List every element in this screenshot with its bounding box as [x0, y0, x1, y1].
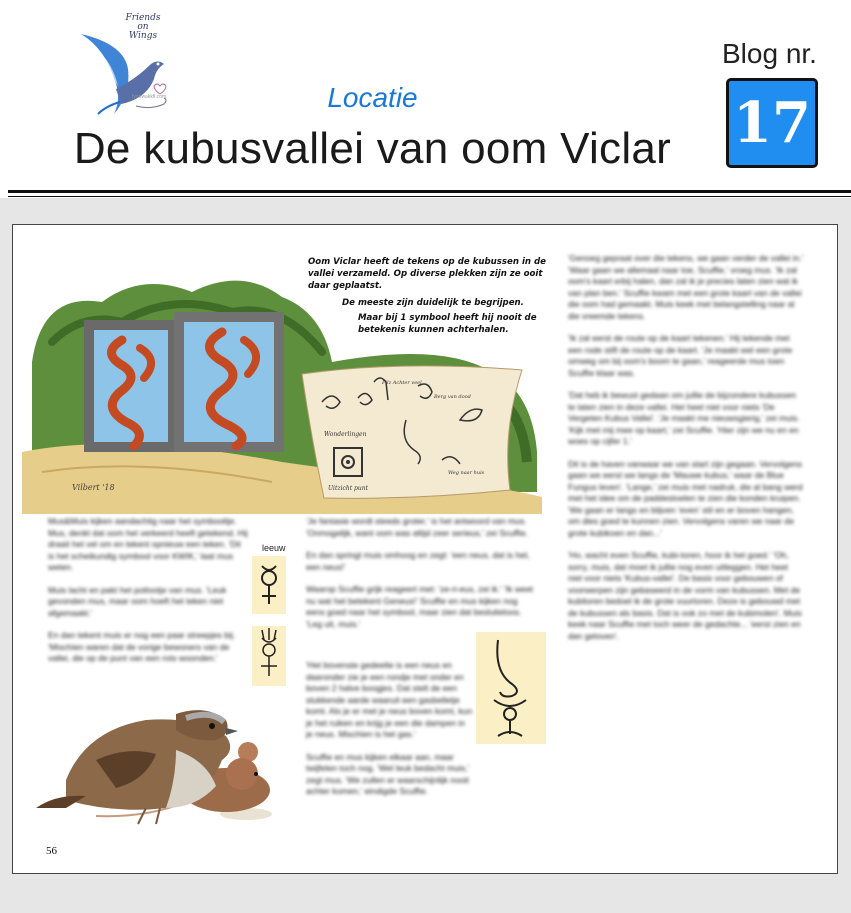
paragraph: En dan springt muis omhoog en zegt: 'een neus, dat is het, een neus!' — [306, 550, 530, 572]
blog-number-badge — [726, 78, 818, 168]
caption-mystery: Maar bij 1 symbool heeft hij nooit de betekenis kunnen achterhalen. — [358, 313, 537, 335]
body-column-2-lower — [306, 660, 474, 809]
header-divider-thin — [8, 196, 851, 197]
map-label-wonderlingen: Wonderlingen — [324, 431, 367, 438]
paragraph: Mus&Muis kijken aandachtig naar het symbooltje. Mus, denkt dat oom het verkeerd heeft getekend. Hij draait het vel om en tekent opnieuw een teken. 'Dit is het scheikundig symbool voor KWIK,' laat mus weten. — [48, 516, 248, 572]
paragraph: Waarop Scuffie grijk reageert met: 'ze-ri-eus, zei ik.' 'Ik weet nu wat het betekent Geneus!' Scuffie en mus kijken nog eens goed naar het symbool, maar zien dat besluiteloos. 'Leg uit, muis.' — [306, 584, 534, 629]
map-label-berg: Berg van dood — [434, 394, 471, 400]
paragraph: 'Genoeg gepraat over die tekens, we gaan verder de vallei in.' 'Waar gaan we allemaal naar toe, Scuffie,' vroeg mus. 'Ik zal oom's kaart erbij halen, dan zal ik je precies laten zien wat ik van plan ben.' Scuffie kwam met een grote kaart van de vallei die oom had gemaakt. Muis keek met belangstelling naar al die vreemde tekens. — [568, 253, 804, 321]
paragraph: 'Ho, wacht even Scuffie, kubi-toren, hoor ik het goed.' 'Oh, sorry, muis, dat moet ik jullie nog even uitleggen. Het heet niet voor niets 'Kubus-vallei'. De basis voor gebouwen of voorwerpen zijn gebaseerd in de vorm van kubussen. Met de kubitoren bedoel ik de grote vuurtoren. Deze is gebouwd met de kubussen als basis. Dat is ook zo met de kubimolen'. Muis keek naar Scuffie met toch weer de gedachte... 'eerst zien en dan geloven'. — [568, 550, 802, 641]
body-column-2 — [306, 516, 536, 641]
paragraph: 'Je fantasie wordt steeds groter,' is het antwoord van mus. 'Onmogelijk, want oom was altijd zeer serieus,' zei Scuffie. — [306, 516, 528, 538]
symbol-note: leeuw — [262, 543, 286, 553]
body-column-3 — [568, 253, 804, 653]
blog-label: Blog nr. — [722, 38, 817, 69]
mercury-symbol-sketch — [252, 556, 286, 614]
sparrow-and-mouse-illustration — [26, 690, 286, 832]
nose-symbol-sketch — [476, 632, 546, 744]
blog-number: 17 — [733, 90, 811, 156]
body-column-1 — [48, 516, 248, 676]
paragraph: Scuffie en mus kijken elkaar aan, maar twijfelen toch nog. 'Wel leuk bedacht muis,' zegt mus. 'We zullen er waarschijnlijk nooit achter komen,' eindigde Scuffie. — [306, 751, 470, 796]
caption-understood: De meeste zijn duidelijk te begrijpen. — [342, 298, 524, 308]
paragraph: 'Het bovenste gedeelte is een neus en daaronder zie je een rondje met onder en boven 2 halve boogjes. Dat stelt de een stukkende aarde waaruit een gasbelletje komt. Als je er met je neus boven komt, kun je het ruiken en krijg je een die dampen in je neus. Mischien is het gas.' — [306, 660, 473, 739]
logo-url: fyonwakkfl.com — [132, 94, 167, 100]
page-number: 56 — [46, 845, 57, 857]
map-label-pilz: Pilz Achter veel — [382, 380, 422, 386]
illustration-signature: Vilbert '18 — [72, 483, 115, 492]
map-label-uitzicht: Uitzicht punt — [328, 485, 368, 492]
page-title: De kubusvallei van oom Viclar — [73, 124, 672, 173]
figure-symbol-sketch — [252, 626, 286, 686]
logo-wordmark: Friends on Wings — [125, 13, 161, 41]
paragraph: En dan tekent muis er nog een paar streepjes bij. 'Mischien waren dat de vorige bewoners van de vallei, die op de punt van een rots woonden.' — [48, 630, 236, 663]
caption-intro: Oom Viclar heeft de tekens op de kubussen in de vallei verzameld. Op diverse plekken zijn ze ooit daar geplaatst. — [308, 257, 546, 291]
header-divider-thick — [8, 190, 851, 193]
page-subtitle: Locatie — [327, 82, 418, 113]
paragraph: Dit is de haven vanwaar we van start zijn gegaan. Vervolgens gaan we eerst we langs de 'Mauwe kubus,' waar de Blue Fungus leven'. 'Lange,' zei muis met nadruk, die al bang werd met het idee om de paddestoelen te zien die konden kruipen. 'We gaan er langs en blijven 'even' stil en er boven hangen, om dies goed te kunnen zien. Vervolgens varen we naar de grote kubikoen en dan...' — [568, 458, 803, 538]
paragraph: 'Dat heb ik bewust gedaan om jullie de bijzondere kubussen te laten zien in deze vallei. Het heet niet voor niets 'De Vergeten Kubus Vallei'. 'Je maakt me nieuwsgierig,' zei muis. 'Kijk met mij mee op kaart,' zei Scuffie. 'Hier zijn we nu en en woes op cijfer 1.' — [568, 390, 800, 446]
map-label-weg: Weg naar huis — [448, 470, 485, 476]
paragraph: 'Ik zal eerst de route op de kaart tekenen.' Hij tekende met een rode stift de route op de kaart. 'Je maakt wel een grote omweg om bij oom's boom te gaan,' reageerde mus toen Scuffie klaar was. — [568, 333, 793, 378]
page-header — [0, 0, 851, 190]
paragraph: Muis lacht en pakt het potlootje van mus. 'Leuk gevonden mus, maar oom hoeft het teken niet afgemaakt.' — [48, 584, 227, 618]
